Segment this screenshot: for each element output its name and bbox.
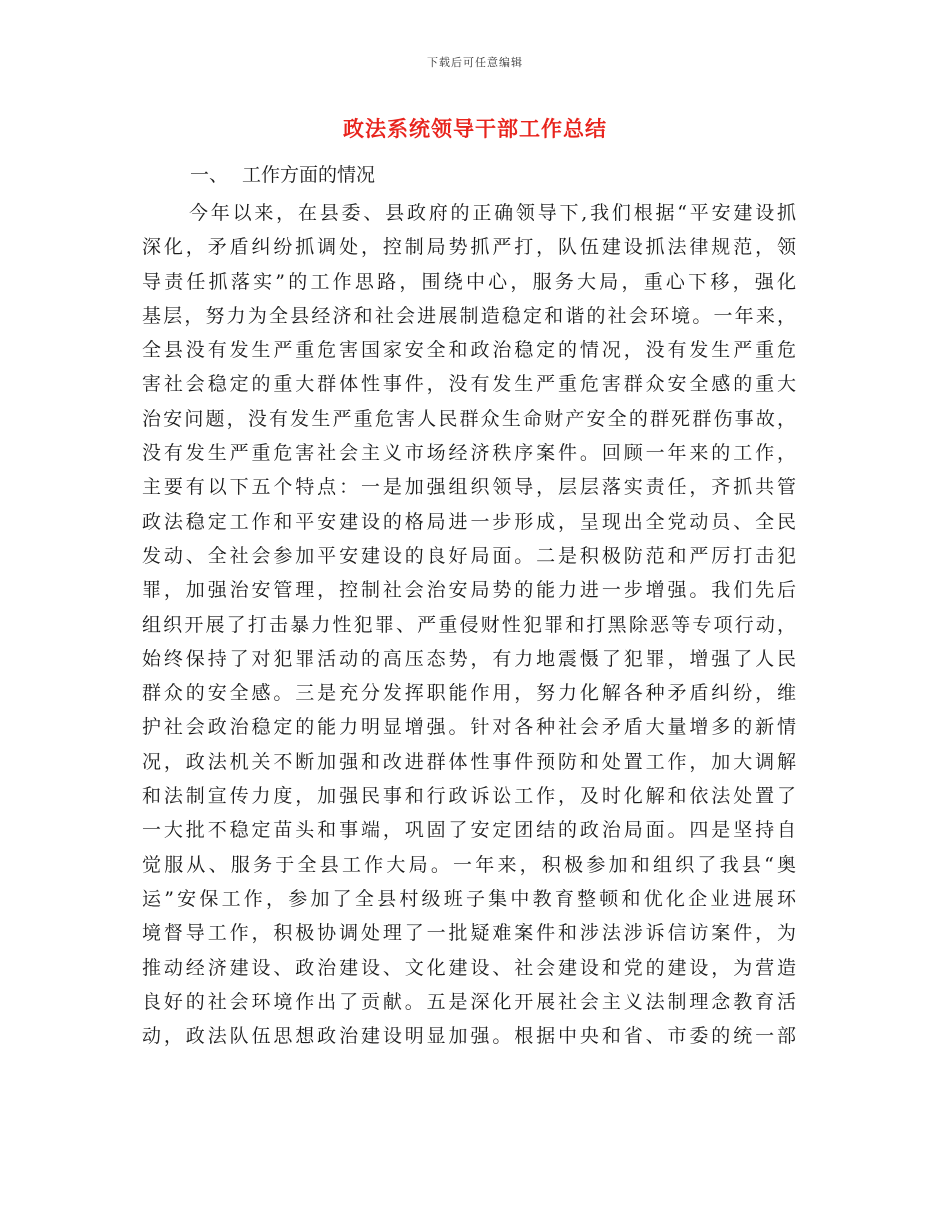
body-line: 和法制宣传力度，加强民事和行政诉讼工作，及时化解和依法处置了 — [142, 785, 796, 808]
body-line: 良好的社会环境作出了贡献。五是深化开展社会主义法制理念教育活 — [142, 990, 796, 1013]
body-line: 没有发生严重危害社会主义市场经济秩序案件。回顾一年来的工作， — [142, 442, 796, 465]
body-line: 推动经济建设、政治建设、文化建设、社会建设和党的建设，为营造 — [142, 956, 796, 979]
body-line: 发动、全社会参加平安建设的良好局面。二是积极防范和严厉打击犯 — [142, 544, 796, 567]
section-number: 一、 — [190, 164, 229, 186]
body-line: 境督导工作，积极协调处理了一批疑难案件和涉法涉诉信访案件，为 — [142, 922, 796, 945]
body-line: 动，政法队伍思想政治建设明显加强。根据中央和省、市委的统一部 — [142, 1025, 796, 1048]
section-heading — [190, 163, 375, 187]
body-paragraph — [142, 196, 796, 1053]
body-line: 导责任抓落实”的工作思路，围绕中心，服务大局，重心下移，强化 — [142, 270, 796, 293]
header-note: 下载后可任意编辑 — [427, 56, 523, 69]
body-line: 况，政法机关不断加强和改进群体性事件预防和处置工作，加大调解 — [142, 750, 796, 773]
body-line: 治安问题，没有发生严重危害人民群众生命财产安全的群死群伤事故， — [142, 407, 796, 430]
body-line: 主要有以下五个特点：一是加强组织领导，层层落实责任，齐抓共管 — [142, 476, 796, 499]
body-line: 群众的安全感。三是充分发挥职能作用，努力化解各种矛盾纠纷，维 — [142, 682, 796, 705]
body-line: 深化，矛盾纠纷抓调处，控制局势抓严打，队伍建设抓法律规范，领 — [142, 236, 796, 259]
body-line: 今年以来，在县委、县政府的正确领导下,我们根据“平安建设抓 — [189, 202, 796, 224]
section-heading-text: 工作方面的情况 — [242, 164, 376, 186]
body-line: 罪，加强治安管理，控制社会治安局势的能力进一步增强。我们先后 — [142, 579, 796, 602]
body-line: 组织开展了打击暴力性犯罪、严重侵财性犯罪和打黑除恶等专项行动， — [142, 613, 796, 636]
document-title: 政法系统领导干部工作总结 — [343, 117, 607, 141]
body-line: 基层，努力为全县经济和社会进展制造稳定和谐的社会环境。一年来， — [142, 304, 796, 327]
body-line: 害社会稳定的重大群体性事件，没有发生严重危害群众安全感的重大 — [142, 373, 796, 396]
body-line: 始终保持了对犯罪活动的高压态势，有力地震慑了犯罪，增强了人民 — [142, 647, 796, 670]
body-line: 护社会政治稳定的能力明显增强。针对各种社会矛盾大量增多的新情 — [142, 716, 796, 739]
body-line: 政法稳定工作和平安建设的格局进一步形成，呈现出全党动员、全民 — [142, 510, 796, 533]
body-line: 运”安保工作，参加了全县村级班子集中教育整顿和优化企业进展环 — [142, 887, 796, 910]
body-line: 一大批不稳定苗头和事端，巩固了安定团结的政治局面。四是坚持自 — [142, 819, 796, 842]
body-line: 全县没有发生严重危害国家安全和政治稳定的情况，没有发生严重危 — [142, 339, 796, 362]
body-line: 觉服从、服务于全县工作大局。一年来，积极参加和组织了我县“奥 — [142, 853, 796, 876]
